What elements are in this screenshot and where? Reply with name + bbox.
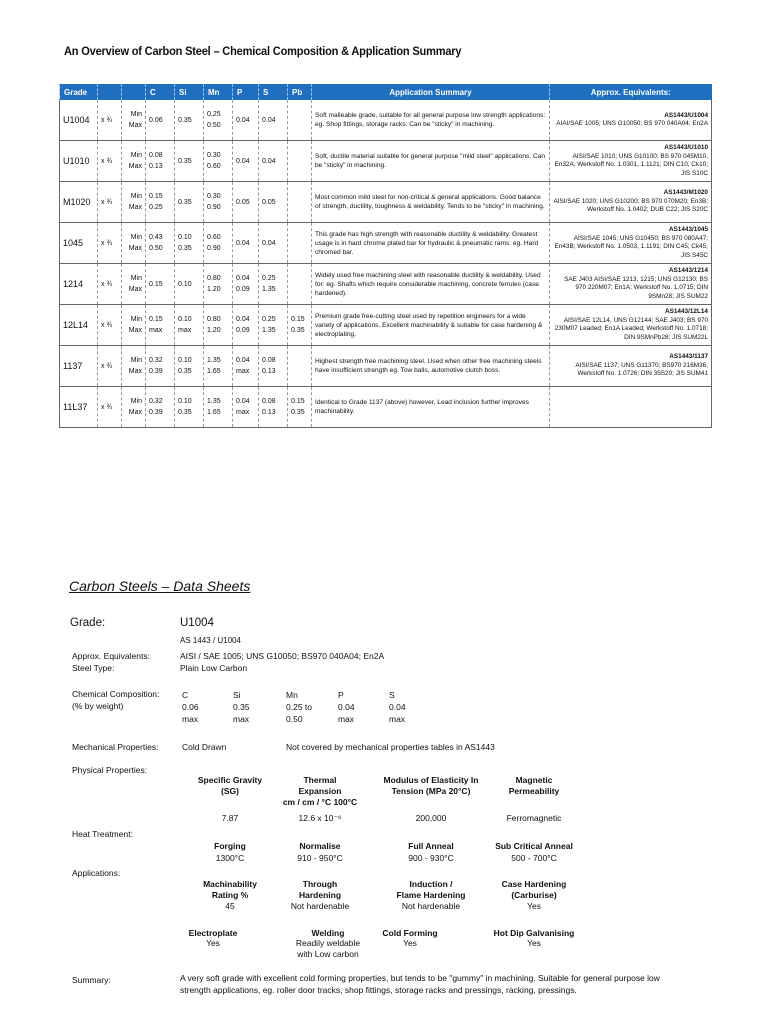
element-cell-si <box>175 223 204 264</box>
minmax-cell <box>122 182 146 223</box>
min-label: Min <box>130 111 142 118</box>
chem-limit: max <box>389 714 406 724</box>
minmax-cell <box>122 223 146 264</box>
element-cell-pb <box>288 264 312 305</box>
chem-column <box>182 689 199 725</box>
heat-value: 910 - 950°C <box>297 853 343 863</box>
max-value: 0.35 <box>178 116 192 124</box>
min-value: 0.10 <box>178 234 192 241</box>
heat-block <box>464 841 604 852</box>
min-value: 0.15 <box>291 316 305 323</box>
phys-block <box>464 775 604 797</box>
header-pb: Pb <box>288 84 312 100</box>
phys-heading: Modulus of Elasticity In Tension (MPa 20°C) <box>383 775 479 796</box>
max-value: max <box>236 368 250 375</box>
min-value: 0.08 <box>262 357 276 364</box>
max-value: max <box>149 327 163 334</box>
phys-value: 12.6 x 10⁻⁶ <box>298 813 342 823</box>
max-label: Max <box>128 245 142 252</box>
heat-value: 1300°C <box>215 853 245 863</box>
size-cell: x ¾ <box>98 182 122 223</box>
heat-value: 900 - 930°C <box>408 853 454 863</box>
phys-value: 7.87 <box>221 813 239 823</box>
max-value: 0.35 <box>291 409 305 416</box>
equivalent-text: AISI/SAE 12L14, UNS G12144; SAE J403; BS 970 230M07 Leaded; En1A Leaded; Werkstoff No. 1.0718; DIN 9SMnPb28; JIS SUM22L <box>554 316 708 341</box>
chem-limit: 0.50 <box>286 714 303 724</box>
table-row <box>60 346 712 387</box>
header-si: Si <box>175 84 204 100</box>
mech-condition: Cold Drawn <box>182 742 227 752</box>
element-cell-mn <box>204 346 233 387</box>
element-cell-pb <box>288 141 312 182</box>
app2-value: Yes <box>403 938 417 948</box>
equivalents-cell <box>550 100 712 141</box>
max-value: 0.50 <box>207 122 221 129</box>
phys-value: Ferromagnetic <box>506 813 562 823</box>
max-value: 0.04 <box>262 239 276 247</box>
min-value: 0.15 <box>149 193 163 200</box>
equivalent-text: AISI/SAE 1137; UNS G11370; BS970 216M36; Werkstoff No. 1.0726; DIN 35S20; JIS SUM41 <box>575 361 708 378</box>
summary-label: Summary: <box>72 975 111 985</box>
element-cell-si <box>175 346 204 387</box>
max-value: 0.09 <box>236 286 250 293</box>
element-cell-pb <box>288 182 312 223</box>
element-cell-pb <box>288 223 312 264</box>
header-application: Application Summary <box>312 84 550 100</box>
heat-heading: Sub Critical Anneal <box>495 841 573 851</box>
element-cell-c <box>146 387 175 428</box>
equivalent-heading: AS1443/12L14 <box>665 308 708 315</box>
element-cell-pb <box>288 387 312 428</box>
grade-cell: M1020 <box>60 182 98 223</box>
grade-cell: U1010 <box>60 141 98 182</box>
table-header-row <box>60 84 712 100</box>
max-label: Max <box>128 286 142 293</box>
size-cell: x ¾ <box>98 264 122 305</box>
heat-heading: Full Anneal <box>408 841 454 851</box>
min-value: 0.15 <box>291 398 305 405</box>
min-value: 0.10 <box>178 316 192 323</box>
max-value: 0.35 <box>291 327 305 334</box>
header-mn: Mn <box>204 84 233 100</box>
phys-heading: Magnetic Permeability <box>508 775 560 796</box>
minmax-cell <box>122 305 146 346</box>
chem-value: 0.04 <box>389 702 406 712</box>
chem-column <box>389 689 406 725</box>
element-cell-c <box>146 264 175 305</box>
apps-label: Applications: <box>72 868 121 878</box>
minmax-cell <box>122 141 146 182</box>
max-value: 0.04 <box>262 157 276 165</box>
element-cell-s <box>259 346 288 387</box>
element-cell-p <box>233 182 259 223</box>
max-value: 0.90 <box>207 245 221 252</box>
max-label: Max <box>128 122 142 129</box>
equivalent-text: AISI/SAE 1045; UNS G10450; BS 970 080A47; En43B; Werkstoff No. 1.0503, 1.1191; DIN C45; Ck45; JIS S45C <box>554 234 708 259</box>
equivalent-heading: AS1443/1137 <box>669 353 708 361</box>
min-label: Min <box>130 316 142 323</box>
equiv-value: AISI / SAE 1005; UNS G10050; BS970 040A04; En2A <box>180 651 385 661</box>
element-cell-p <box>233 346 259 387</box>
app2-heading: Electroplate <box>188 928 238 938</box>
equivalents-cell <box>550 346 712 387</box>
app-heading: Machinability Rating % <box>203 879 257 900</box>
header-p: P <box>233 84 259 100</box>
equivalent-text: SAE J403 AISI/SAE 1213, 1215; UNS G12130; BS 970 220M07; En1A; Werkstoff No. 1.0715; DIN 9SMn28; JIS SUM22 <box>564 275 708 300</box>
chem-element: S <box>389 690 395 700</box>
min-value: 0.25 <box>262 316 276 323</box>
min-value: 0.15 <box>149 316 163 323</box>
chem-sub-label: (% by weight) <box>72 701 124 711</box>
element-cell-mn <box>204 305 233 346</box>
datasheet-heading: Carbon Steels – Data Sheets <box>69 578 251 594</box>
app-heading: Induction / Flame Hardening <box>396 879 466 900</box>
application-cell: This grade has high strength with reasonable ductility & weldability. Greatest usage is in hard chrome plated bar for hydraulic & pneumatic rams: eg. Hard chromed bar. <box>312 223 550 264</box>
min-value: 0.25 <box>207 111 221 118</box>
heat-value: 500 - 700°C <box>511 853 557 863</box>
app-value: Not hardenable <box>401 901 461 911</box>
table-row <box>60 264 712 305</box>
max-value: 0.05 <box>262 198 276 206</box>
element-cell-si <box>175 305 204 346</box>
table-row <box>60 305 712 346</box>
chem-column <box>286 689 312 725</box>
grade-standard: AS 1443 / U1004 <box>180 636 241 645</box>
application-cell: Widely used free machining steel with reasonable ductility & weldability. Used for: eg. Shafts which require considerable machining, concrete ferrules (case hardened). <box>312 264 550 305</box>
chem-value: 0.04 <box>338 702 355 712</box>
element-cell-mn <box>204 264 233 305</box>
max-label: Max <box>128 204 142 211</box>
max-value: max <box>236 409 250 416</box>
element-cell-p <box>233 223 259 264</box>
heat-value-block <box>464 853 604 864</box>
equivalent-heading: AS1443/M1020 <box>663 189 708 197</box>
element-cell-s <box>259 141 288 182</box>
header-grade: Grade <box>60 84 98 100</box>
max-label: Max <box>128 163 142 170</box>
max-value: 0.05 <box>236 198 250 206</box>
element-cell-mn <box>204 100 233 141</box>
mech-note: Not covered by mechanical properties tables in AS1443 <box>286 742 495 752</box>
app2-heading: Welding <box>311 928 345 938</box>
max-value: 0.35 <box>178 245 192 252</box>
app2-heading: Hot Dip Galvanising <box>493 928 575 938</box>
app-value: Yes <box>527 901 541 911</box>
header-blank-1 <box>98 84 122 100</box>
chem-label: Chemical Composition: <box>72 689 160 699</box>
grade-cell: U1004 <box>60 100 98 141</box>
element-cell-p <box>233 100 259 141</box>
element-cell-si <box>175 141 204 182</box>
heat-label: Heat Treatment: <box>72 829 133 839</box>
app-block <box>464 879 604 901</box>
min-value: 0.04 <box>236 357 250 364</box>
element-cell-p <box>233 264 259 305</box>
min-value: 0.30 <box>207 193 221 200</box>
grade-value: U1004 <box>180 617 214 629</box>
minmax-cell <box>122 100 146 141</box>
max-value: 0.04 <box>236 116 250 124</box>
element-cell-c <box>146 141 175 182</box>
chem-value: 0.06 <box>182 702 199 712</box>
table-row <box>60 182 712 223</box>
element-cell-mn <box>204 182 233 223</box>
element-cell-c <box>146 182 175 223</box>
header-c: C <box>146 84 175 100</box>
min-value: 0.43 <box>149 234 163 241</box>
max-value: 1.65 <box>207 368 221 375</box>
min-value: 0.25 <box>262 275 276 282</box>
max-value: 0.25 <box>149 204 163 211</box>
app-heading: Case Hardening (Carburise) <box>501 879 567 900</box>
chem-column <box>338 689 355 725</box>
table-row <box>60 223 712 264</box>
min-label: Min <box>130 357 142 364</box>
app2-heading: Cold Forming <box>382 928 438 938</box>
min-value: 0.30 <box>207 152 221 159</box>
min-value: 0.08 <box>262 398 276 405</box>
minmax-cell <box>122 346 146 387</box>
min-label: Min <box>130 234 142 241</box>
grade-label: Grade: <box>70 617 106 629</box>
grade-cell: 1214 <box>60 264 98 305</box>
element-cell-s <box>259 387 288 428</box>
summary-text: A very soft grade with excellent cold forming properties, but tends to be "gummy" in machining. Suitable for general purpose low strength applications, eg. roller door tracks, shop fittings, storage racks and pressings, racking, pressings. <box>180 973 660 995</box>
heat-heading: Normalise <box>299 841 341 851</box>
grade-cell: 12L14 <box>60 305 98 346</box>
max-value: 0.10 <box>178 280 192 288</box>
chem-element: Mn <box>286 690 298 700</box>
max-value: 0.35 <box>178 198 192 206</box>
min-value: 0.08 <box>149 152 163 159</box>
min-label: Min <box>130 275 142 282</box>
table-row <box>60 141 712 182</box>
phys-value: 200,000 <box>415 813 447 823</box>
header-blank-2 <box>122 84 146 100</box>
max-value: 0.13 <box>262 409 276 416</box>
max-value: 0.35 <box>178 157 192 165</box>
max-value: 0.60 <box>207 163 221 170</box>
element-cell-c <box>146 100 175 141</box>
element-cell-c <box>146 346 175 387</box>
chem-element: C <box>182 690 189 700</box>
phys-value-block <box>464 813 604 824</box>
heat-heading: Forging <box>214 841 246 851</box>
element-cell-si <box>175 100 204 141</box>
chem-limit: max <box>233 714 250 724</box>
min-value: 1.35 <box>207 357 221 364</box>
app2-value-block <box>464 938 604 949</box>
min-value: 0.10 <box>178 357 192 364</box>
min-value: 0.80 <box>207 275 221 282</box>
application-cell: Soft malleable grade, suitable for all general purpose low strength applications: eg. Shop fittings, storage racks. Can be "sticky" in machining. <box>312 100 550 141</box>
max-value: 0.06 <box>149 116 163 124</box>
max-value: 0.13 <box>262 368 276 375</box>
element-cell-mn <box>204 141 233 182</box>
equivalent-heading: AS1443/U1010 <box>664 144 708 151</box>
max-value: 0.39 <box>149 368 163 375</box>
chem-element: P <box>338 690 344 700</box>
max-value: 0.13 <box>149 163 163 170</box>
element-cell-p <box>233 305 259 346</box>
element-cell-pb <box>288 346 312 387</box>
max-value: 0.90 <box>207 204 221 211</box>
size-cell: x ¾ <box>98 141 122 182</box>
application-cell: Identical to Grade 1137 (above) however, Lead inclusion further improves machinability. <box>312 387 550 428</box>
min-value: 0.80 <box>207 316 221 323</box>
type-label: Steel Type: <box>72 663 115 673</box>
min-label: Min <box>130 152 142 159</box>
element-cell-s <box>259 264 288 305</box>
max-value: 0.50 <box>149 245 163 252</box>
min-value: 1.35 <box>207 398 221 405</box>
element-cell-p <box>233 387 259 428</box>
equivalent-text: AIAI/SAE 1005; UNS G10050; BS 970 040A04; En2A <box>556 120 708 127</box>
overview-table <box>59 84 712 428</box>
min-value: 0.32 <box>149 357 163 364</box>
element-cell-s <box>259 305 288 346</box>
element-cell-mn <box>204 223 233 264</box>
element-cell-p <box>233 141 259 182</box>
grade-cell: 1137 <box>60 346 98 387</box>
max-value: 0.35 <box>178 368 192 375</box>
header-s: S <box>259 84 288 100</box>
minmax-cell <box>122 264 146 305</box>
max-value: 0.15 <box>149 280 163 288</box>
mech-label: Mechanical Properties: <box>72 742 159 752</box>
equivalent-text: AISI/SAE 1020; UNS G10200; BS 970 070M20; En3B; Werkstoff No. 1.0402; DUB C22; JIS S20C <box>553 197 708 214</box>
min-label: Min <box>130 193 142 200</box>
chem-limit: max <box>182 714 199 724</box>
max-value: max <box>178 327 192 334</box>
min-value: 0.04 <box>236 316 250 323</box>
element-cell-s <box>259 182 288 223</box>
max-value: 1.65 <box>207 409 221 416</box>
max-value: 1.20 <box>207 286 221 293</box>
max-value: 0.04 <box>236 239 250 247</box>
size-cell: x ¾ <box>98 387 122 428</box>
element-cell-s <box>259 223 288 264</box>
phys-heading: Specific Gravity (SG) <box>197 775 263 796</box>
app2-value-block <box>340 938 480 949</box>
equivalent-heading: AS1443/1045 <box>668 226 708 233</box>
max-label: Max <box>128 409 142 416</box>
app-value-block <box>464 901 604 912</box>
max-label: Max <box>128 368 142 375</box>
element-cell-pb <box>288 305 312 346</box>
application-cell: Highest strength free machining steel. Used when other free machining steels have insufficient strength eg. Tow balls, automotive clutch boss. <box>312 346 550 387</box>
table-row <box>60 100 712 141</box>
equivalents-cell <box>550 182 712 223</box>
chem-value: 0.35 <box>233 702 250 712</box>
type-value: Plain Low Carbon <box>180 663 248 673</box>
min-value: 0.10 <box>178 398 192 405</box>
element-cell-si <box>175 182 204 223</box>
app-heading: Through Hardening <box>298 879 342 900</box>
max-value: 1.35 <box>262 327 276 334</box>
min-value: 0.04 <box>236 275 250 282</box>
size-cell: x ¾ <box>98 100 122 141</box>
equivalent-heading: AS1443/U1004 <box>664 111 708 119</box>
phys-heading: Thermal Expansion cm / cm / °C 100°C <box>282 775 358 807</box>
size-cell: x ¾ <box>98 305 122 346</box>
size-cell: x ¾ <box>98 346 122 387</box>
equivalent-text: AISI/SAE 1010; UNS G10100; BS 970 045M10, En32A; Werkstoff No. 1.0301, 1.1121; DIN C10, Ck10; JIS S10C <box>554 152 708 177</box>
grade-cell: 1045 <box>60 223 98 264</box>
size-cell: x ¾ <box>98 223 122 264</box>
max-value: 1.35 <box>262 286 276 293</box>
document-title: An Overview of Carbon Steel – Chemical Composition & Application Summary <box>64 44 462 58</box>
app2-value: Readily weldable with Low carbon <box>295 938 361 959</box>
max-label: Max <box>128 327 142 334</box>
max-value: 0.04 <box>236 157 250 165</box>
equivalents-cell <box>550 264 712 305</box>
minmax-cell <box>122 387 146 428</box>
equivalent-heading: AS1443/1214 <box>668 267 708 274</box>
element-cell-s <box>259 100 288 141</box>
min-value: 0.04 <box>236 398 250 405</box>
max-value: 1.20 <box>207 327 221 334</box>
element-cell-si <box>175 264 204 305</box>
min-value: 0.60 <box>207 234 221 241</box>
phys-label: Physical Properties: <box>72 765 148 775</box>
app-value: 45 <box>225 901 235 911</box>
chem-limit: max <box>338 714 355 724</box>
min-label: Min <box>130 398 142 405</box>
application-cell: Most common mild steel for non-critical & general applications. Good balance of strength, ductility, toughness & weldability. Tends to be "sticky" in machining. <box>312 182 550 223</box>
equivalents-cell <box>550 305 712 346</box>
element-cell-c <box>146 305 175 346</box>
application-cell: Soft, ductile material suitable for general purpose "mild steel" applications. Can be "sticky" in machining. <box>312 141 550 182</box>
max-value: 0.09 <box>236 327 250 334</box>
max-value: 0.04 <box>262 116 276 124</box>
equivalents-cell <box>550 141 712 182</box>
element-cell-si <box>175 387 204 428</box>
equivalents-cell <box>550 223 712 264</box>
chem-value: 0.25 to <box>286 702 312 712</box>
equivalents-cell <box>550 387 712 428</box>
max-value: 0.39 <box>149 409 163 416</box>
equiv-label: Approx. Equivalents: <box>72 651 150 661</box>
table-row <box>60 387 712 428</box>
app2-value: Yes <box>527 938 541 948</box>
min-value: 0.32 <box>149 398 163 405</box>
header-equivalents: Approx. Equivalents: <box>550 84 712 100</box>
application-cell: Premium grade free-cutting steel used by repetition engineers for a wide variety of applications. Excellent machinability & suitable for case hardening & electroplating. <box>312 305 550 346</box>
app2-value: Yes <box>206 938 220 948</box>
chem-column <box>233 689 250 725</box>
element-cell-pb <box>288 100 312 141</box>
max-value: 0.35 <box>178 409 192 416</box>
chem-element: Si <box>233 690 241 700</box>
app-value: Not hardenable <box>290 901 350 911</box>
element-cell-mn <box>204 387 233 428</box>
grade-cell: 11L37 <box>60 387 98 428</box>
element-cell-c <box>146 223 175 264</box>
